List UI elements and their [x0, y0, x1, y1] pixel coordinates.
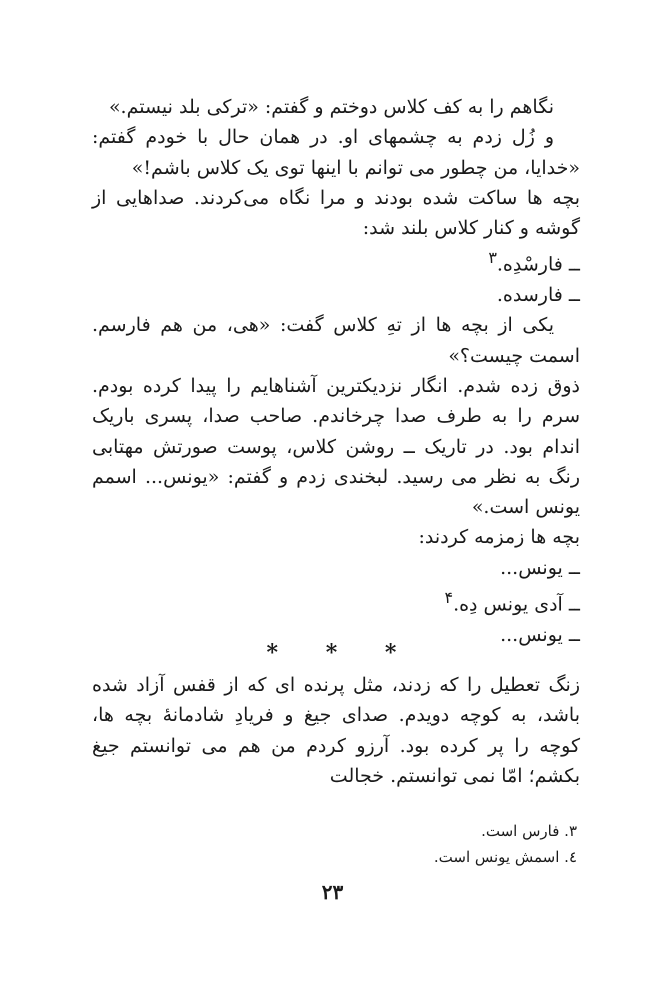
dialogue-line: [92, 583, 580, 620]
page-number: ۲۳: [321, 880, 344, 904]
dialogue-line: ــ یونس...: [500, 623, 580, 646]
asterisk: *: [325, 640, 340, 666]
paragraph: و زُل زدم به چشمهای او. در همان حال با خودم گفتم: «خدایا، من چطور می توانم با اینها توی یک کلاس باشم!»: [92, 126, 580, 179]
footnote: ۳. فارس است.: [481, 822, 577, 840]
paragraph: بچه ها ساکت شده بودند و مرا نگاه می‌کردند. صداهایی از گوشه و کنار کلاس بلند شد:: [92, 186, 580, 240]
dialogue-line: ــ یونس...: [500, 556, 580, 579]
footnotes: [97, 818, 577, 870]
asterisk: *: [384, 640, 399, 666]
main-text: [92, 92, 580, 650]
paragraph: زنگ تعطیل را که زدند، مثل پرنده ای که از قفس آزاد شده باشد، به کوچه دویدم. صدای جیغ و فریادِ شادمانهٔ بچه ها، کوچه را پر کرده بود. آرزو کردم من هم می توانستم جیغ بکشم؛ امّا نمی توانستم. خجالت: [92, 674, 580, 787]
paragraph: ذوق زده شدم. انگار نزدیکترین آشناهایم را پیدا کرده بودم. سرم را به طرف صدا چرخاندم. صاحب صدا، پسری باریک اندام بود. در تاریک ــ روشن کلاس، پوست صورتش مهتابی رنگ به نظر می رسید. لبخندی زدم و گفتم: «یونس... اسمم یونس است.»: [92, 375, 580, 519]
dialogue-line: [92, 243, 580, 280]
paragraph: نگاهم را به کف کلاس دوختم و گفتم: «ترکی بلد نیستم.»: [108, 96, 554, 118]
paragraph: بچه ها زمزمه کردند:: [418, 526, 580, 549]
footnote: ٤. اسمش یونس است.: [433, 848, 577, 866]
dialogue-text: ــ آدی یونس دِه.: [453, 593, 580, 616]
dialogue-text: ــ فارسْدِه.: [496, 253, 580, 276]
footnote-ref: ۳: [488, 248, 497, 268]
footnote-ref: ۴: [444, 588, 454, 608]
asterisk: *: [266, 640, 281, 666]
dialogue-line: ــ فارسده.: [496, 284, 580, 307]
paragraph: یکی از بچه ها از تهِ کلاس گفت: «هی، من هم فارسم. اسمت چیست؟»: [92, 314, 580, 367]
main-text-continued: [92, 670, 580, 791]
section-separator: [0, 640, 665, 666]
